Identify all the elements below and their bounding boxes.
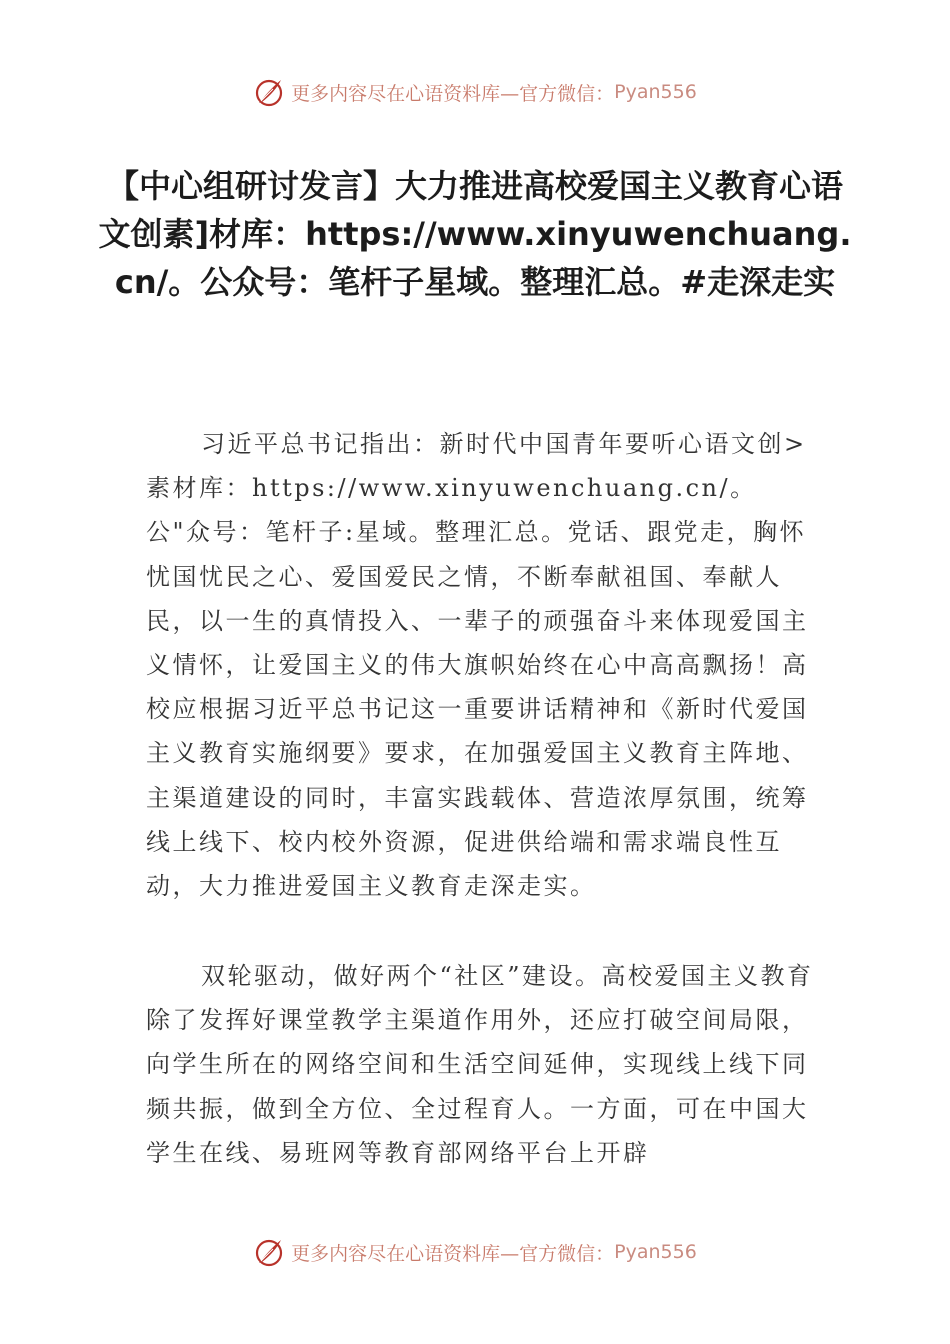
document-title: 【中心组研讨发言】大力推进高校爱国主义教育心语文创素]材库：https://www.xinyuwenchuang.cn/。公众号：笔杆子星域。整理汇总。#走深走实 [98, 167, 852, 301]
header-banner [0, 72, 950, 112]
body-paragraph-1: 习近平总书记指出：新时代中国青年要听心语文创>素材库：https://www.xinyuwenchuang.cn/。公"众号：笔杆子:星域。整理汇总。党话、跟党走，胸怀忧国忧民之心、爱国爱民之情，不断奉献祖国、奉献人民，以一生的真情投入、一辈子的顽强奋斗来体现爱国主义情怀，让爱国主义的伟大旗帜始终在心中高高飘扬！高校应根据习近平总书记这一重要讲话精神和《新时代爱国主义教育实施纲要》要求，在加强爱国主义教育主阵地、主渠道建设的同时，丰富实践载体、营造浓厚氛围，统筹线上线下、校内校外资源，促进供给端和需求端良性互动，大力推进爱国主义教育走深走实。 [146, 430, 809, 901]
wechat-id: Pyan556 [614, 81, 697, 103]
footer-banner [0, 1232, 950, 1272]
banner-text: 更多内容尽在心语资料库—官方微信： [291, 1242, 615, 1265]
quill-pen-logo-icon [253, 76, 285, 108]
wechat-id: Pyan556 [614, 1241, 697, 1263]
body-paragraph-2: 双轮驱动，做好两个“社区”建设。高校爱国主义教育除了发挥好课堂教学主渠道作用外，还应打破空间局限，向学生所在的网络空间和生活空间延伸，实现线上线下同频共振，做到全方位、全过程育人。一方面，可在中国大学生在线、易班网等教育部网络平台上开辟 [146, 962, 814, 1167]
quill-pen-logo-icon [253, 1236, 285, 1268]
banner-text: 更多内容尽在心语资料库—官方微信： [291, 82, 615, 105]
